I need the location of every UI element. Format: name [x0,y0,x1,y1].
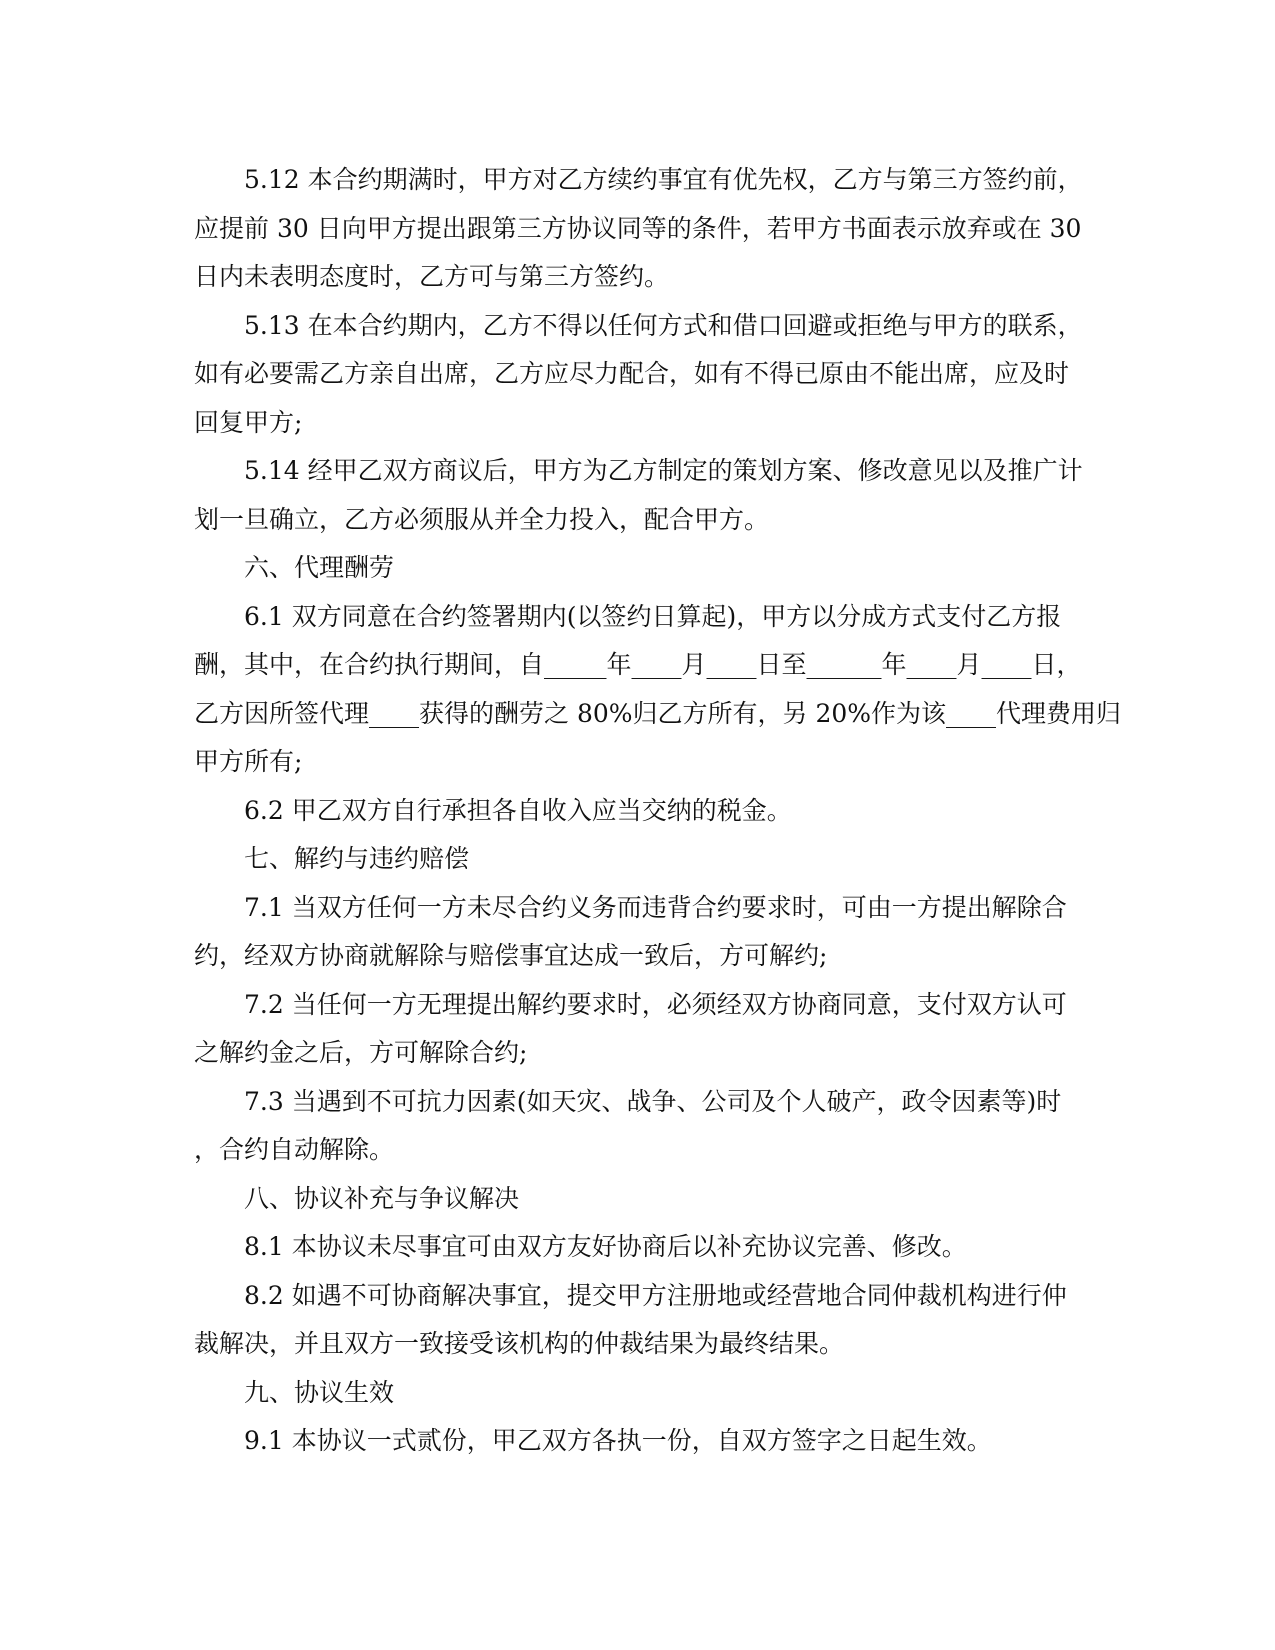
clause-paragraph [194,1272,1084,1369]
clause-line: 7.2 当任何一方无理提出解约要求时，必须经双方协商同意，支付双方认可 [244,989,1067,1019]
clause-line: 裁解决，并且双方一致接受该机构的仲裁结果为最终结果。 [194,1329,845,1358]
clause-line: 应提前 30 日向甲方提出跟第三方协议同等的条件，若甲方书面表示放弃或在 30 [194,213,1082,243]
clause-line: 5.12 本合约期满时，甲方对乙方续约事宜有优先权，乙方与第三方签约前， [244,165,1083,194]
clause-line: 之解约金之后，方可解除合约; [194,1038,528,1067]
section-heading [194,1369,1084,1418]
section-heading-text: 九、协议生效 [244,1377,395,1407]
clause-line: ，合约自动解除。 [194,1135,395,1164]
clause-line: 划一旦确立，乙方必须服从并全力投入，配合甲方。 [194,504,770,534]
clause-line: 如有必要需乙方亲自出席，乙方应尽力配合，如有不得已原由不能出席，应及时 [194,359,1070,388]
section-heading-text: 六、代理酬劳 [244,553,395,582]
clause-line: 7.1 当双方任何一方未尽合约义务而违背合约要求时，可由一方提出解除合 [244,892,1067,922]
clause-line: 5.14 经甲乙双方商议后，甲方为乙方制定的策划方案、修改意见以及推广计 [244,456,1083,485]
document-body [194,156,1122,1466]
clause-line: 6.1 双方同意在合约签署期内(以签约日算起)，甲方以分成方式支付乙方报 [244,601,1062,631]
clause-line: 7.3 当遇到不可抗力因素(如天灾、战争、公司及个人破产，政令因素等)时 [244,1086,1062,1116]
section-heading [194,544,1084,593]
clause-paragraph [194,787,1084,836]
section-heading-text: 八、协议补充与争议解决 [244,1183,520,1213]
clause-paragraph [194,1417,1084,1466]
clause-paragraph [194,447,1084,544]
clause-line: 甲方所有; [194,747,303,776]
clause-line: 回复甲方; [194,407,303,437]
clause-line: 约，经双方协商就解除与赔偿事宜达成一致后，方可解约; [194,941,828,970]
section-heading [194,1175,1084,1224]
clause-paragraph [194,884,1084,981]
clause-line: 日内未表明态度时，乙方可与第三方签约。 [194,262,670,291]
clause-line: 乙方因所签代理____获得的酬劳之 80%归乙方所有，另 20%作为该____代理费用归 [194,698,1122,728]
section-heading [194,835,1084,884]
clause-paragraph [194,156,1084,302]
section-heading-text: 七、解约与违约赔偿 [244,844,470,873]
clause-paragraph [194,302,1084,448]
clause-line: 8.1 本协议未尽事宜可由双方友好协商后以补充协议完善、修改。 [244,1232,967,1261]
clause-paragraph [194,1078,1084,1175]
clause-paragraph [194,593,1122,787]
clause-paragraph [194,981,1084,1078]
clause-line: 5.13 在本合约期内，乙方不得以任何方式和借口回避或拒绝与甲方的联系， [244,310,1083,340]
clause-paragraph [194,1223,1084,1272]
clause-line: 9.1 本协议一式贰份，甲乙双方各执一份，自双方签字之日起生效。 [244,1426,992,1455]
clause-line: 酬，其中，在合约执行期间，自_____年____月____日至______年____月____日， [194,650,1082,679]
clause-line: 6.2 甲乙双方自行承担各自收入应当交纳的税金。 [244,795,792,825]
clause-line: 8.2 如遇不可协商解决事宜，提交甲方注册地或经营地合同仲裁机构进行仲 [244,1280,1067,1310]
